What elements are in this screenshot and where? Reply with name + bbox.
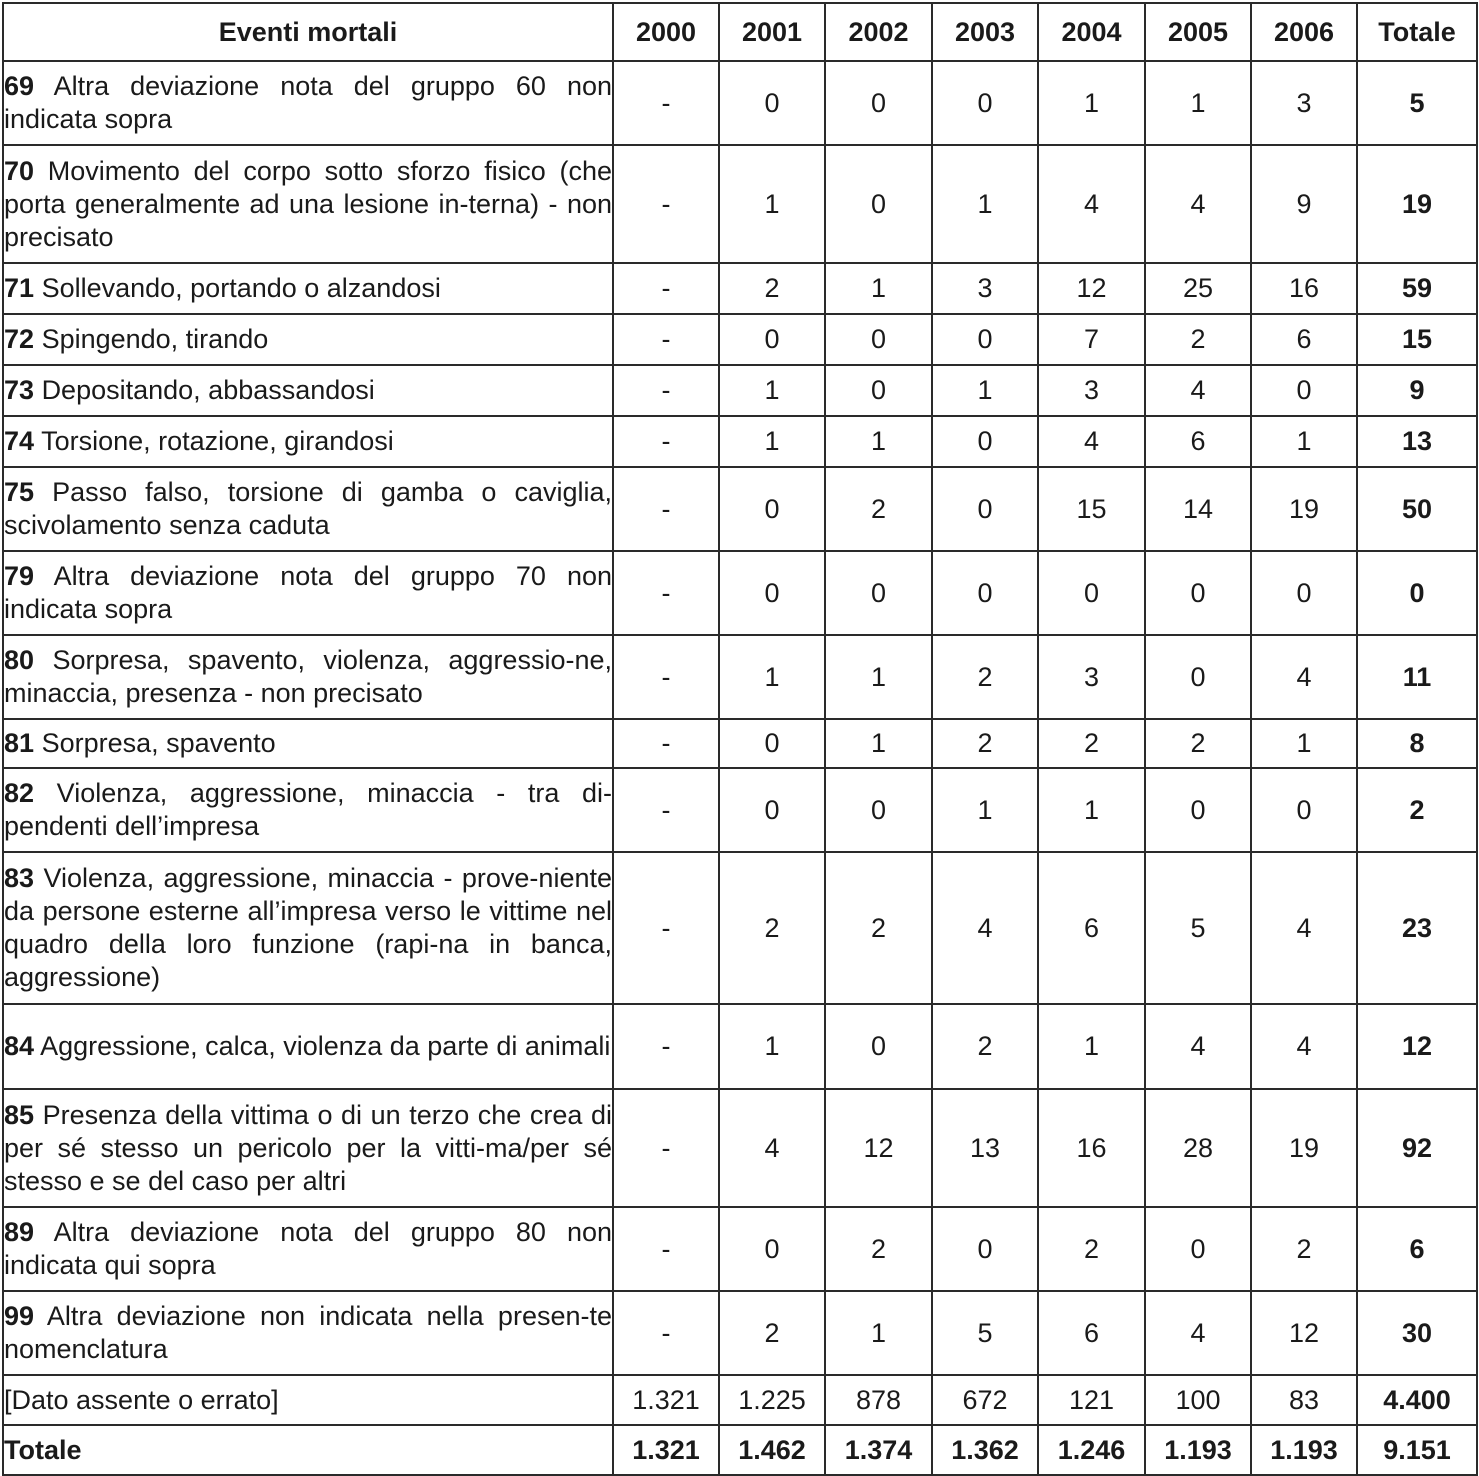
- header-cell-total: Totale: [1357, 3, 1477, 61]
- value-cell-2002: 0: [825, 61, 932, 145]
- event-label: Altra deviazione nota del gruppo 80 non indicata qui sopra: [4, 1217, 612, 1280]
- value-cell-2000: -: [613, 852, 719, 1004]
- value-cell-2003: 13: [932, 1089, 1038, 1207]
- event-label: Violenza, aggressione, minaccia - prove-niente da persone esterne all’impresa verso le vittime nel quadro della loro funzione (rapi-na in banca, aggressione): [4, 863, 612, 992]
- event-code: 85: [4, 1099, 35, 1130]
- header-cell-2002: 2002: [825, 3, 932, 61]
- table-row: [3, 551, 1477, 635]
- value-cell-2005: 1: [1145, 61, 1251, 145]
- value-cell-2001: 1.225: [719, 1375, 825, 1425]
- value-cell-2000: -: [613, 719, 719, 768]
- value-cell-2003: 2: [932, 719, 1038, 768]
- value-cell-2006: 0: [1251, 768, 1357, 852]
- value-cell-2005: 100: [1145, 1375, 1251, 1425]
- row-total-cell: 92: [1357, 1089, 1477, 1207]
- row-total-cell: 8: [1357, 719, 1477, 768]
- value-cell-2003: 0: [932, 61, 1038, 145]
- table-row: [3, 1207, 1477, 1291]
- value-cell-2003: 0: [932, 551, 1038, 635]
- event-description: [3, 768, 613, 852]
- value-cell-2004: 6: [1038, 1291, 1145, 1375]
- event-label: Aggressione, calca, violenza da parte di animali: [40, 1031, 611, 1061]
- table-row: [3, 314, 1477, 365]
- table-row: [3, 467, 1477, 551]
- row-total-cell: 2: [1357, 768, 1477, 852]
- value-cell-2006: 4: [1251, 1004, 1357, 1089]
- value-cell-2004: 3: [1038, 365, 1145, 416]
- row-total-cell: 23: [1357, 852, 1477, 1004]
- grand-total-value-2000: 1.321: [613, 1425, 719, 1475]
- value-cell-2003: 1: [932, 145, 1038, 263]
- value-cell-2002: 1: [825, 263, 932, 314]
- value-cell-2002: 2: [825, 1207, 932, 1291]
- value-cell-2004: 2: [1038, 1207, 1145, 1291]
- value-cell-2001: 1: [719, 416, 825, 467]
- value-cell-2001: 2: [719, 263, 825, 314]
- value-cell-2002: 1: [825, 635, 932, 719]
- event-code: 80: [4, 645, 35, 675]
- value-cell-2003: 2: [932, 1004, 1038, 1089]
- value-cell-2002: 12: [825, 1089, 932, 1207]
- value-cell-2002: 0: [825, 768, 932, 852]
- value-cell-2004: 0: [1038, 551, 1145, 635]
- grand-total-value-2005: 1.193: [1145, 1425, 1251, 1475]
- value-cell-2006: 1: [1251, 719, 1357, 768]
- grand-total-value-2002: 1.374: [825, 1425, 932, 1475]
- fatal-events-table: [2, 2, 1478, 1476]
- value-cell-2005: 0: [1145, 768, 1251, 852]
- value-cell-2005: 5: [1145, 852, 1251, 1004]
- value-cell-2001: 0: [719, 314, 825, 365]
- event-label: Sollevando, portando o alzandosi: [41, 273, 441, 303]
- event-label: Sorpresa, spavento: [41, 728, 276, 758]
- event-description: [3, 314, 613, 365]
- event-description: [3, 416, 613, 467]
- grand-total-value-2004: 1.246: [1038, 1425, 1145, 1475]
- table-row: [3, 1089, 1477, 1207]
- value-cell-2003: 5: [932, 1291, 1038, 1375]
- value-cell-2002: 0: [825, 145, 932, 263]
- value-cell-2004: 6: [1038, 852, 1145, 1004]
- event-code: 72: [4, 324, 35, 354]
- value-cell-2000: -: [613, 61, 719, 145]
- table-row: [3, 719, 1477, 768]
- value-cell-2000: -: [613, 416, 719, 467]
- header-cell-2001: 2001: [719, 3, 825, 61]
- value-cell-2003: 2: [932, 635, 1038, 719]
- row-total-cell: 59: [1357, 263, 1477, 314]
- event-code: 71: [4, 273, 35, 303]
- grand-total-cell: 9.151: [1357, 1425, 1477, 1475]
- value-cell-2006: 4: [1251, 635, 1357, 719]
- header-cell-events: Eventi mortali: [3, 3, 613, 61]
- grand-total-row: [3, 1425, 1477, 1475]
- value-cell-2002: 1: [825, 1291, 932, 1375]
- event-description: [3, 551, 613, 635]
- event-code: 69: [4, 71, 35, 101]
- value-cell-2000: -: [613, 768, 719, 852]
- event-code: 84: [4, 1031, 35, 1061]
- value-cell-2000: -: [613, 314, 719, 365]
- value-cell-2005: 0: [1145, 635, 1251, 719]
- event-label: Sorpresa, spavento, violenza, aggressio-ne, minaccia, presenza - non precisato: [4, 645, 612, 708]
- value-cell-2004: 121: [1038, 1375, 1145, 1425]
- event-description: [3, 467, 613, 551]
- header-cell-2005: 2005: [1145, 3, 1251, 61]
- row-total-cell: 30: [1357, 1291, 1477, 1375]
- value-cell-2004: 1: [1038, 1004, 1145, 1089]
- value-cell-2001: 0: [719, 551, 825, 635]
- table-row: [3, 635, 1477, 719]
- event-code: 75: [4, 477, 35, 507]
- value-cell-2005: 2: [1145, 719, 1251, 768]
- value-cell-2000: -: [613, 635, 719, 719]
- value-cell-2002: 2: [825, 852, 932, 1004]
- value-cell-2004: 3: [1038, 635, 1145, 719]
- value-cell-2006: 19: [1251, 467, 1357, 551]
- value-cell-2005: 25: [1145, 263, 1251, 314]
- grand-total-value-2006: 1.193: [1251, 1425, 1357, 1475]
- value-cell-2001: 2: [719, 1291, 825, 1375]
- event-label: Presenza della vittima o di un terzo che crea di per sé stesso un pericolo per la vitti-ma/per sé stesso e se del caso per altri: [4, 1099, 612, 1196]
- value-cell-2002: 0: [825, 314, 932, 365]
- table-row: [3, 416, 1477, 467]
- value-cell-2001: 0: [719, 61, 825, 145]
- value-cell-2004: 7: [1038, 314, 1145, 365]
- row-total-cell: 9: [1357, 365, 1477, 416]
- value-cell-2005: 28: [1145, 1089, 1251, 1207]
- value-cell-2006: 0: [1251, 365, 1357, 416]
- table-header: [3, 3, 1477, 61]
- value-cell-2006: 3: [1251, 61, 1357, 145]
- value-cell-2000: -: [613, 263, 719, 314]
- value-cell-2003: 3: [932, 263, 1038, 314]
- event-label: Torsione, rotazione, girandosi: [41, 426, 394, 456]
- event-description: [3, 365, 613, 416]
- value-cell-2006: 83: [1251, 1375, 1357, 1425]
- value-cell-2006: 12: [1251, 1291, 1357, 1375]
- value-cell-2000: -: [613, 1291, 719, 1375]
- event-code: 73: [4, 375, 35, 405]
- event-code: 81: [4, 728, 35, 758]
- value-cell-2001: 0: [719, 1207, 825, 1291]
- value-cell-2002: 878: [825, 1375, 932, 1425]
- header-cell-2000: 2000: [613, 3, 719, 61]
- event-code: 82: [4, 778, 35, 808]
- value-cell-2004: 4: [1038, 416, 1145, 467]
- value-cell-2006: 16: [1251, 263, 1357, 314]
- event-label: [Dato assente o errato]: [4, 1384, 279, 1415]
- value-cell-2000: -: [613, 145, 719, 263]
- value-cell-2001: 4: [719, 1089, 825, 1207]
- value-cell-2005: 0: [1145, 551, 1251, 635]
- event-label: Violenza, aggressione, minaccia - tra di-pendenti dell’impresa: [4, 778, 612, 841]
- event-description: [3, 635, 613, 719]
- row-total-cell: 19: [1357, 145, 1477, 263]
- value-cell-2006: 6: [1251, 314, 1357, 365]
- value-cell-2001: 0: [719, 467, 825, 551]
- value-cell-2004: 2: [1038, 719, 1145, 768]
- value-cell-2000: -: [613, 467, 719, 551]
- value-cell-2003: 0: [932, 314, 1038, 365]
- value-cell-2001: 0: [719, 719, 825, 768]
- table-row: [3, 365, 1477, 416]
- value-cell-2000: 1.321: [613, 1375, 719, 1425]
- value-cell-2000: -: [613, 365, 719, 416]
- row-total-cell: 5: [1357, 61, 1477, 145]
- row-total-cell: 15: [1357, 314, 1477, 365]
- value-cell-2005: 14: [1145, 467, 1251, 551]
- event-label: Spingendo, tirando: [41, 324, 269, 354]
- event-code: 83: [4, 863, 35, 893]
- grand-total-value-2003: 1.362: [932, 1425, 1038, 1475]
- value-cell-2003: 1: [932, 768, 1038, 852]
- event-code: 70: [4, 155, 35, 186]
- value-cell-2004: 16: [1038, 1089, 1145, 1207]
- value-cell-2005: 0: [1145, 1207, 1251, 1291]
- value-cell-2006: 1: [1251, 416, 1357, 467]
- row-total-cell: 6: [1357, 1207, 1477, 1291]
- value-cell-2002: 0: [825, 1004, 932, 1089]
- event-label: Depositando, abbassandosi: [41, 375, 375, 405]
- table-row: [3, 145, 1477, 263]
- header-cell-2003: 2003: [932, 3, 1038, 61]
- row-total-cell: 12: [1357, 1004, 1477, 1089]
- value-cell-2004: 1: [1038, 768, 1145, 852]
- event-description: [3, 61, 613, 145]
- header-row: [3, 3, 1477, 61]
- table-row: [3, 1375, 1477, 1425]
- value-cell-2003: 0: [932, 416, 1038, 467]
- value-cell-2001: 0: [719, 768, 825, 852]
- table-body: [3, 61, 1477, 1475]
- value-cell-2002: 2: [825, 467, 932, 551]
- value-cell-2001: 2: [719, 852, 825, 1004]
- event-code: 74: [4, 426, 35, 456]
- value-cell-2005: 6: [1145, 416, 1251, 467]
- value-cell-2003: 0: [932, 1207, 1038, 1291]
- value-cell-2000: -: [613, 1207, 719, 1291]
- row-total-cell: 0: [1357, 551, 1477, 635]
- event-code: 79: [4, 561, 35, 591]
- event-label: Altra deviazione nota del gruppo 60 non indicata sopra: [4, 71, 612, 134]
- event-description: [3, 719, 613, 768]
- value-cell-2004: 15: [1038, 467, 1145, 551]
- value-cell-2002: 1: [825, 416, 932, 467]
- event-label: Altra deviazione nota del gruppo 70 non indicata sopra: [4, 561, 612, 624]
- value-cell-2000: -: [613, 1089, 719, 1207]
- value-cell-2005: 2: [1145, 314, 1251, 365]
- event-label: Movimento del corpo sotto sforzo fisico (che porta generalmente ad una lesione in-terna) - non precisato: [4, 155, 612, 252]
- header-cell-2006: 2006: [1251, 3, 1357, 61]
- table-row: [3, 768, 1477, 852]
- value-cell-2003: 672: [932, 1375, 1038, 1425]
- event-description: [3, 263, 613, 314]
- row-total-cell: 50: [1357, 467, 1477, 551]
- table-row: [3, 852, 1477, 1004]
- event-description: [3, 1089, 613, 1207]
- row-total-cell: 13: [1357, 416, 1477, 467]
- event-description: [3, 852, 613, 1004]
- event-description: [3, 1291, 613, 1375]
- value-cell-2004: 4: [1038, 145, 1145, 263]
- event-description: [3, 1004, 613, 1089]
- event-code: 89: [4, 1217, 35, 1247]
- event-description: [3, 145, 613, 263]
- value-cell-2001: 1: [719, 145, 825, 263]
- value-cell-2005: 4: [1145, 365, 1251, 416]
- value-cell-2005: 4: [1145, 1291, 1251, 1375]
- event-description: [3, 1207, 613, 1291]
- value-cell-2000: -: [613, 551, 719, 635]
- row-total-cell: 4.400: [1357, 1375, 1477, 1425]
- value-cell-2001: 1: [719, 635, 825, 719]
- value-cell-2001: 1: [719, 1004, 825, 1089]
- row-total-cell: 11: [1357, 635, 1477, 719]
- value-cell-2002: 0: [825, 365, 932, 416]
- value-cell-2002: 1: [825, 719, 932, 768]
- value-cell-2004: 1: [1038, 61, 1145, 145]
- value-cell-2006: 2: [1251, 1207, 1357, 1291]
- value-cell-2000: -: [613, 1004, 719, 1089]
- grand-total-label: Totale: [3, 1425, 613, 1475]
- table-row: [3, 1291, 1477, 1375]
- value-cell-2003: 4: [932, 852, 1038, 1004]
- value-cell-2004: 12: [1038, 263, 1145, 314]
- value-cell-2003: 0: [932, 467, 1038, 551]
- value-cell-2006: 0: [1251, 551, 1357, 635]
- header-cell-2004: 2004: [1038, 3, 1145, 61]
- value-cell-2006: 4: [1251, 852, 1357, 1004]
- table-row: [3, 1004, 1477, 1089]
- value-cell-2005: 4: [1145, 145, 1251, 263]
- table-row: [3, 263, 1477, 314]
- value-cell-2002: 0: [825, 551, 932, 635]
- value-cell-2006: 19: [1251, 1089, 1357, 1207]
- value-cell-2005: 4: [1145, 1004, 1251, 1089]
- event-description: [3, 1375, 613, 1425]
- event-label: Passo falso, torsione di gamba o caviglia, scivolamento senza caduta: [4, 477, 612, 540]
- value-cell-2001: 1: [719, 365, 825, 416]
- table-row: [3, 61, 1477, 145]
- event-label: Altra deviazione non indicata nella presen-te nomenclatura: [4, 1301, 612, 1364]
- event-code: 99: [4, 1301, 35, 1331]
- grand-total-value-2001: 1.462: [719, 1425, 825, 1475]
- value-cell-2003: 1: [932, 365, 1038, 416]
- value-cell-2006: 9: [1251, 145, 1357, 263]
